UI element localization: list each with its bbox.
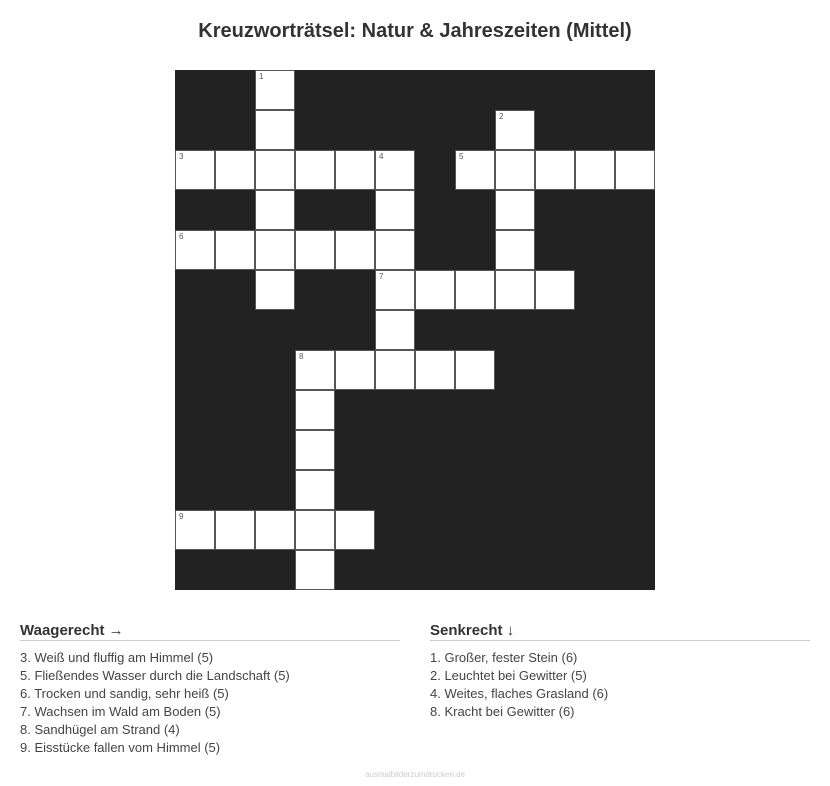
grid-cell[interactable] [375, 190, 415, 230]
down-heading: Senkrecht ↓ [430, 622, 810, 641]
grid-cell[interactable] [295, 510, 335, 550]
grid-cell[interactable] [335, 350, 375, 390]
grid-cell[interactable] [335, 510, 375, 550]
grid-cell[interactable] [335, 150, 375, 190]
grid-cell[interactable] [295, 230, 335, 270]
crossword-grid [175, 70, 655, 590]
grid-cell[interactable] [295, 350, 335, 390]
across-clue: 9. Eisstücke fallen vom Himmel (5) [20, 740, 221, 755]
grid-cell[interactable] [375, 230, 415, 270]
down-clue: 1. Großer, fester Stein (6) [430, 650, 578, 665]
down-clue: 2. Leuchtet bei Gewitter (5) [430, 668, 587, 683]
grid-cell[interactable] [215, 230, 255, 270]
grid-cell[interactable] [175, 230, 215, 270]
page-title: Kreuzworträtsel: Natur & Jahreszeiten (Mittel) [198, 20, 632, 42]
grid-cell[interactable] [455, 350, 495, 390]
grid-cell[interactable] [255, 270, 295, 310]
grid-cell[interactable] [255, 150, 295, 190]
grid-cell[interactable] [175, 510, 215, 550]
across-clue: 6. Trocken und sandig, sehr heiß (5) [20, 686, 229, 701]
grid-cell[interactable] [375, 150, 415, 190]
grid-cell[interactable] [455, 150, 495, 190]
clue-number: 3 [179, 152, 184, 161]
grid-cell[interactable] [255, 110, 295, 150]
clue-number: 1 [259, 72, 264, 81]
across-clue: 8. Sandhügel am Strand (4) [20, 722, 180, 737]
grid-cell[interactable] [495, 150, 535, 190]
clue-number: 5 [459, 152, 464, 161]
grid-cell[interactable] [295, 150, 335, 190]
grid-cell[interactable] [255, 190, 295, 230]
across-clue: 7. Wachsen im Wald am Boden (5) [20, 704, 221, 719]
clue-number: 8 [299, 352, 304, 361]
grid-cell[interactable] [455, 270, 495, 310]
grid-cell[interactable] [575, 150, 615, 190]
across-heading: Waagerecht → [20, 622, 400, 641]
grid-cell[interactable] [215, 150, 255, 190]
grid-cell[interactable] [255, 230, 295, 270]
grid-cell[interactable] [255, 70, 295, 110]
grid-cell[interactable] [295, 430, 335, 470]
footer-credit: ausmalbilderzumdrucken.de [364, 770, 466, 779]
grid-cell[interactable] [375, 350, 415, 390]
grid-cell[interactable] [335, 230, 375, 270]
grid-cell[interactable] [415, 270, 455, 310]
down-clue: 8. Kracht bei Gewitter (6) [430, 704, 575, 719]
across-clues [20, 622, 400, 757]
clue-number: 7 [379, 272, 384, 281]
grid-cell[interactable] [615, 150, 655, 190]
clue-number: 2 [499, 112, 504, 121]
grid-cell[interactable] [415, 350, 455, 390]
grid-cell[interactable] [175, 150, 215, 190]
clue-number: 9 [179, 512, 184, 521]
grid-cell[interactable] [215, 510, 255, 550]
grid-cell[interactable] [535, 270, 575, 310]
grid-cell[interactable] [495, 190, 535, 230]
grid-cell[interactable] [295, 470, 335, 510]
clue-number: 6 [179, 232, 184, 241]
grid-cell[interactable] [375, 310, 415, 350]
grid-cell[interactable] [295, 390, 335, 430]
grid-cell[interactable] [295, 550, 335, 590]
grid-cell[interactable] [495, 270, 535, 310]
grid-cell[interactable] [375, 270, 415, 310]
grid-cell[interactable] [255, 510, 295, 550]
grid-cell[interactable] [495, 110, 535, 150]
across-clue: 5. Fließendes Wasser durch die Landschaft (5) [20, 668, 290, 683]
across-clue: 3. Weiß und fluffig am Himmel (5) [20, 650, 214, 665]
grid-cell[interactable] [535, 150, 575, 190]
down-clue: 4. Weites, flaches Grasland (6) [430, 686, 609, 701]
down-clues [430, 622, 810, 721]
grid-cell[interactable] [495, 230, 535, 270]
clue-number: 4 [379, 152, 384, 161]
